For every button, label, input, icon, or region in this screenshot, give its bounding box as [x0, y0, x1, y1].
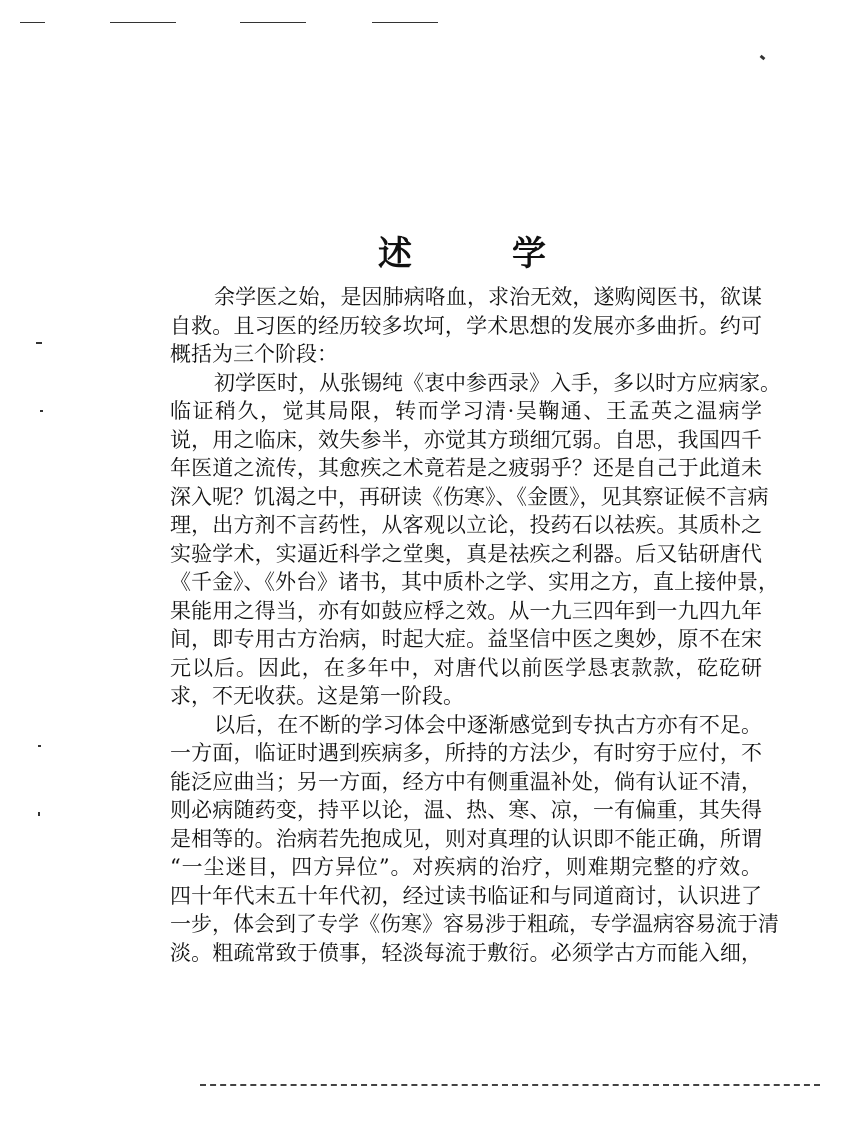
- text-line: “一尘迷目，四方异位”。对疾病的治疗，则难期完整的疗效。: [170, 855, 762, 879]
- text-line: 深入呢？饥渴之中，再研读《伤寒》、《金匮》，见其察证候不言病: [170, 484, 769, 509]
- text-line: 概括为三个阶段：: [170, 342, 338, 366]
- text-line: 《千金》、《外台》诸书，其中质朴之学、实用之方，直上接仲景，: [170, 570, 779, 594]
- text-line: 则必病随药变，持平以论，温、热、寒、凉，一有偏重，其失得: [170, 798, 762, 822]
- text-line: 一步，体会到了专学《伤寒》容易涉于粗疏，专学温病容易流于清: [170, 912, 779, 936]
- text-line: 果能用之得当，亦有如鼓应桴之效。从一九三四年到一九四九年: [170, 598, 762, 623]
- text-line: 四十年代末五十年代初，经过读书临证和与同道商讨，认识进了: [170, 883, 762, 908]
- header-rule: [372, 22, 438, 23]
- text-line: 实验学术，实逼近科学之堂奥，真是祛疾之利器。后又钻研唐代: [170, 541, 762, 566]
- text-line: 一方面，临证时遇到疾病多，所持的方法少，有时穷于应付，不: [170, 741, 762, 765]
- scan-speck: [760, 55, 766, 61]
- text-line: 余学医之始，是因肺病咯血，求治无效，遂购阅医书，欲谋: [214, 285, 762, 309]
- header-rule: [20, 22, 45, 23]
- chapter-title-char-1: 述: [378, 234, 412, 274]
- text-line: 说，用之临床，效失参半，亦觉其方琐细冗弱。自思，我国四千: [170, 427, 762, 452]
- text-line: 临证稍久，觉其局限，转而学习清·吴鞠通、王孟英之温病学: [170, 399, 762, 423]
- text-line: 以后，在不断的学习体会中逐渐感觉到专执古方亦有不足。: [214, 712, 762, 737]
- header-rule: [240, 22, 306, 23]
- body-text: [170, 283, 781, 967]
- text-line: 理，出方剂不言药性，从客观以立论，投药石以祛疾。其质朴之: [170, 513, 762, 537]
- header-rule: [110, 22, 176, 23]
- scan-speck: [38, 745, 41, 747]
- text-line: 求，不无收获。这是第一阶段。: [170, 684, 464, 708]
- footer-rule: [200, 1084, 820, 1086]
- scan-speck: [36, 342, 42, 344]
- text-line: 间，即专用古方治病，时起大症。益坚信中医之奥妙，原不在宋: [170, 627, 762, 651]
- text-line: 自救。且习医的经历较多坎坷，学术思想的发展亦多曲折。约可: [170, 313, 762, 338]
- scan-speck: [38, 812, 40, 816]
- text-line: 元以后。因此，在多年中，对唐代以前医学恳衷款款，矻矻研: [170, 655, 762, 680]
- text-line: 初学医时，从张锡纯《衷中参西录》入手，多以时方应病家。: [214, 370, 781, 395]
- text-line: 是相等的。治病若先抱成见，则对真理的认识即不能正确，所谓: [170, 826, 762, 851]
- text-line: 淡。粗疏常致于偾事，轻淡每流于敷衍。必须学古方而能入细，: [170, 940, 762, 965]
- scan-speck: [40, 410, 43, 412]
- text-line: 能泛应曲当；另一方面，经方中有侧重温补处，倘有认证不清，: [170, 769, 762, 794]
- text-line: 年医道之流传，其愈疾之术竟若是之疲弱乎？还是自己于此道未: [170, 456, 762, 480]
- chapter-title-char-2: 学: [512, 234, 546, 274]
